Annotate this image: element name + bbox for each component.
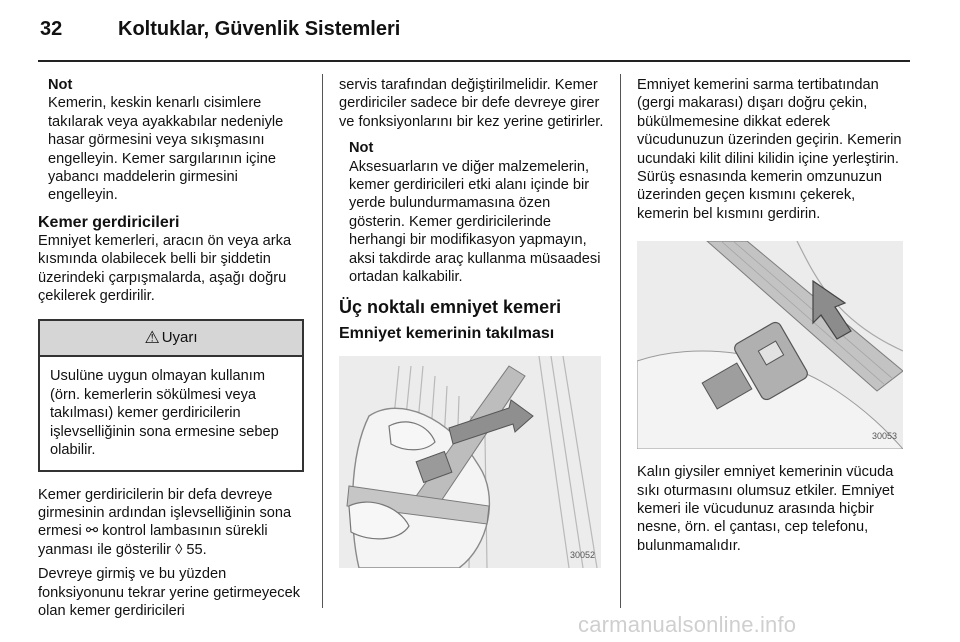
column-middle [339, 76, 607, 568]
header-rule [38, 60, 910, 62]
paragraph: Emniyet kemerleri, aracın ön veya arka kısmında olabilecek belli bir şiddetin üzerindeki çarpışmalarda, aşağı doğru çekilerek gerdirilir. [38, 232, 292, 305]
page-number: 32 [40, 18, 63, 40]
column-right [637, 76, 909, 555]
warning-title: Uyarı [161, 329, 198, 347]
column-divider [322, 74, 323, 608]
watermark: carmanualsonline.info [578, 612, 797, 637]
pretensioner-lamp-icon: ⚯ [85, 523, 99, 540]
warning-text: Usulüne uygun olmayan kullanım (örn. kemerlerin sökülmesi veya takılması) kemer gerdiricilerin işlevselliğinin sona ermesine sebep olabilir. [50, 368, 279, 459]
note-block [339, 139, 607, 286]
paragraph: Kalın giysiler emniyet kemerinin vücuda sıkı oturmasını olumsuz etkiler. Emniyet kemeri ile vücudunuz arasında hiçbir nesne, örn. el çantası, cep telefonu, bulunmamalıdır. [637, 464, 895, 554]
warning-box [38, 319, 304, 471]
note-title: Not [349, 140, 374, 157]
paragraph: servis tarafından değiştirilmelidir. Kemer gerdiriciler sadece bir defe devreye girer ve fonksiyonlarını bir kez yerine getirirler. [339, 77, 604, 130]
seatbelt-fastening-illustration [339, 356, 601, 568]
section-heading: Kemer gerdiricileri [38, 213, 180, 231]
warning-header [40, 321, 302, 357]
page-reference: 55. [182, 541, 207, 558]
figure-number: 30052 [569, 550, 595, 561]
paragraph: Emniyet kemerini sarma tertibatından (gergi makarası) dışarı doğru çekin, bükülmemesine dikkat ederek vücudunuzun üzerinden geçirin. Kemerin ucundaki kilit dilini kilidin içine yerleştirin. Sürüş esnasında kemerin omzunuzun üzerinden geçen kısmını çekerek, kemerin bel kısmını gerdirin. [637, 77, 902, 222]
note-block [38, 76, 310, 205]
paragraph: Devreye girmiş ve bu yüzden fonksiyonunu tekrar yerine getirmeyecek olan kemer gerdiricileri [38, 566, 301, 619]
page-title: Koltuklar, Güvenlik Sistemleri [118, 18, 401, 40]
page-reference-icon: ◊ [175, 541, 183, 558]
paragraph-text: kontrol lambasının sürekli yanması ile gösterilir [38, 523, 268, 558]
subsection-heading: Emniyet kemerinin takılması [339, 325, 555, 343]
illustration-drawing [637, 241, 903, 449]
paragraph [38, 486, 310, 560]
column-divider [620, 74, 621, 608]
note-title: Not [48, 77, 73, 93]
section-heading: Üç noktalı emniyet kemeri [339, 297, 562, 318]
illustration-drawing [339, 356, 601, 568]
seatbelt-tensioning-illustration [637, 241, 903, 449]
warning-icon: ⚠ [144, 328, 160, 348]
note-text: Kemerin, keskin kenarlı cisimlere takılarak veya ayakkabılar nedeniyle hasar görmesini veya sıkışmasını engelleyin. Kemer sargılarının içine yabancı maddelerin girmesini engelleyin. [48, 95, 284, 204]
note-text: Aksesuarların ve diğer malzemelerin, kemer gerdiricileri etki alanı içinde bir yerde bulundurmamasına özen gösterin. Kemer gerdiricilerinde herhangi bir modifikasyon yapmayın, aksi takdirde araç kullanma müsaadesi ortadan kalkabilir. [349, 158, 601, 286]
paragraph-text: Kemer gerdiricilerin bir defa devreye girmesinin ardından işlevselliğinin sona ermesi [38, 486, 292, 540]
page-header [40, 18, 400, 50]
column-left [38, 76, 310, 620]
figure-number: 30053 [871, 430, 897, 441]
